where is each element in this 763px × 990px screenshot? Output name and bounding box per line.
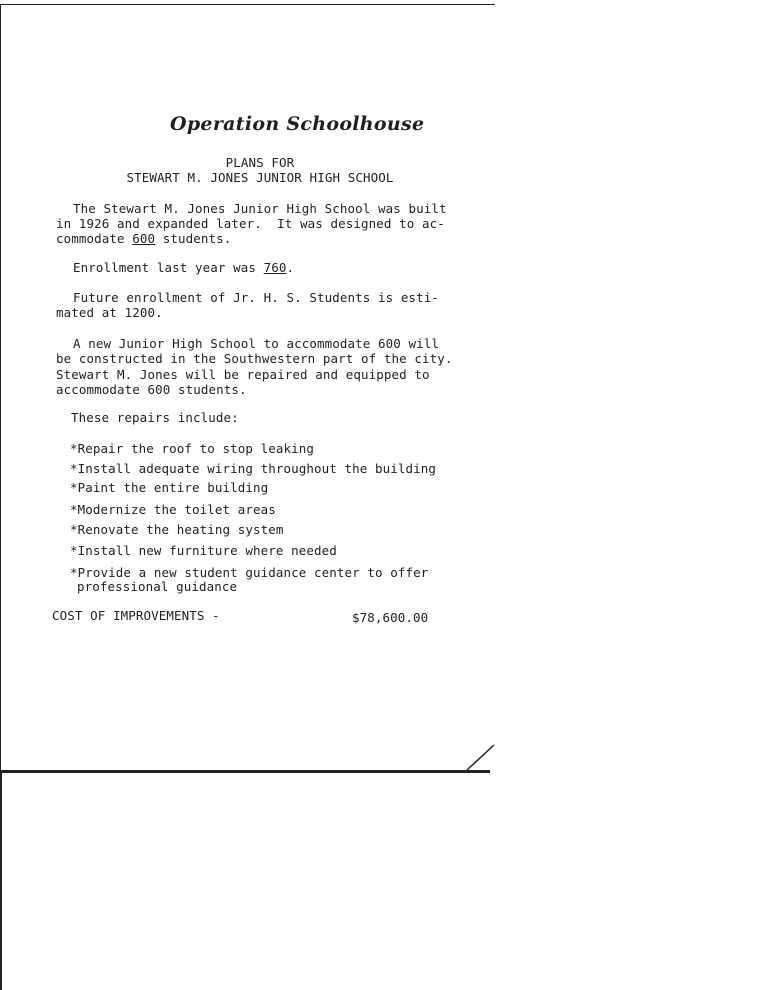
repair-item-continued: professional guidance <box>77 579 238 594</box>
para3-line1: Future enrollment of Jr. H. S. Students is esti- <box>73 290 440 305</box>
para2 <box>73 260 294 275</box>
scan-edge-left <box>0 4 1 784</box>
cost-value: $78,600.00 <box>352 610 429 625</box>
scan-corner-mark <box>462 740 502 775</box>
repairs-intro: These repairs include: <box>71 410 239 425</box>
para1-line3-pre: commodate <box>56 231 133 246</box>
scan-edge-bottom <box>0 770 490 773</box>
subheading-line2: STEWART M. JONES JUNIOR HIGH SCHOOL <box>126 170 394 185</box>
para4-line2: be constructed in the Southwestern part of the city. <box>56 351 453 366</box>
para2-pre: Enrollment last year was <box>73 260 264 275</box>
cost-label: COST OF IMPROVEMENTS - <box>52 608 220 623</box>
heading: Operation Schoolhouse <box>170 113 425 135</box>
repair-item: *Paint the entire building <box>70 480 269 495</box>
repair-item: *Provide a new student guidance center to offer <box>70 565 429 580</box>
para4-line4: accommodate 600 students. <box>56 382 247 397</box>
repair-item: *Renovate the heating system <box>70 522 284 537</box>
scan-edge-top <box>0 4 495 5</box>
para1-line1: The Stewart M. Jones Junior High School was built <box>73 201 447 216</box>
scan-edge-left-lower <box>0 772 2 990</box>
para1-line3-post: students. <box>155 231 232 246</box>
para1-line2: in 1926 and expanded later. It was designed to ac- <box>56 216 445 231</box>
repair-item: *Install new furniture where needed <box>70 543 337 558</box>
repair-item: *Install adequate wiring throughout the building <box>70 461 437 476</box>
repair-item: *Repair the roof to stop leaking <box>70 441 315 456</box>
enrollment-number: 760 <box>263 260 287 275</box>
para3-line2: mated at 1200. <box>56 305 163 320</box>
subheading-line1: PLANS FOR <box>225 155 295 170</box>
para4-line3: Stewart M. Jones will be repaired and equipped to <box>56 367 430 382</box>
para1-line3 <box>56 231 231 246</box>
repair-item: *Modernize the toilet areas <box>70 502 276 517</box>
para2-post: . <box>286 260 295 275</box>
capacity-number: 600 <box>132 231 156 246</box>
para4-line1: A new Junior High School to accommodate 600 will <box>73 336 440 351</box>
